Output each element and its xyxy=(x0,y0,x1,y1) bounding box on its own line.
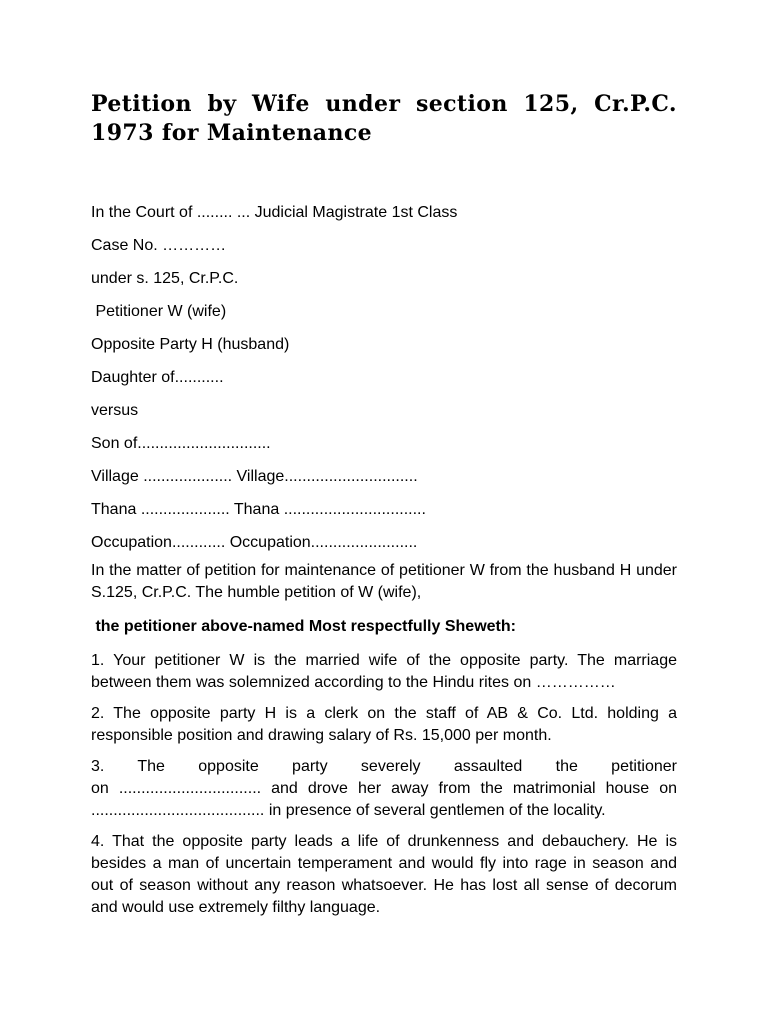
matter-paragraph: In the matter of petition for maintenance of petitioner W from the husband H under S.125, Cr.P.C. The humble petition of W (wife), xyxy=(91,562,677,601)
document-body xyxy=(91,202,677,928)
paragraph-3 xyxy=(91,756,677,822)
daughter-of-line: Daughter of........... xyxy=(91,369,224,386)
occupation-line: Occupation............ Occupation........................ xyxy=(91,534,418,551)
paragraph-3-first-line: 3. The opposite party severely assaulted the petitioner xyxy=(91,758,677,775)
paragraph-2: 2. The opposite party H is a clerk on the staff of AB & Co. Ltd. holding a responsible position and drawing salary of Rs. 15,000 per month. xyxy=(91,705,677,744)
paragraph-3-rest: on ................................ and drove her away from the matrimonial house on ....................................... in presence of several gentlemen of the locality. xyxy=(91,780,677,819)
section-line: under s. 125, Cr.P.C. xyxy=(91,270,239,287)
petitioner-line: Petitioner W (wife) xyxy=(91,303,227,320)
thana-line: Thana .................... Thana ................................ xyxy=(91,501,426,518)
paragraph-4: 4. That the opposite party leads a life of drunkenness and debauchery. He is besides a man of uncertain temperament and would fly into rage in season and out of season without any reason whatsoever. He has lost all sense of decorum and would use extremely filthy language. xyxy=(91,833,677,916)
son-of-line: Son of.............................. xyxy=(91,435,271,452)
document-title: Petition by Wife under section 125, Cr.P.C. 1973 for Maintenance xyxy=(91,91,677,146)
village-line: Village .................... Village.............................. xyxy=(91,468,418,485)
court-line: In the Court of ........ ... Judicial Magistrate 1st Class xyxy=(91,204,458,221)
opposite-party-line: Opposite Party H (husband) xyxy=(91,336,290,353)
case-number-line: Case No. ………… xyxy=(91,237,227,254)
paragraph-1: 1. Your petitioner W is the married wife of the opposite party. The marriage between them was solemnized according to the Hindu rites on …………… xyxy=(91,652,677,691)
versus-line: versus xyxy=(91,402,139,419)
sheweth-heading: the petitioner above-named Most respectfully Sheweth: xyxy=(91,618,516,635)
